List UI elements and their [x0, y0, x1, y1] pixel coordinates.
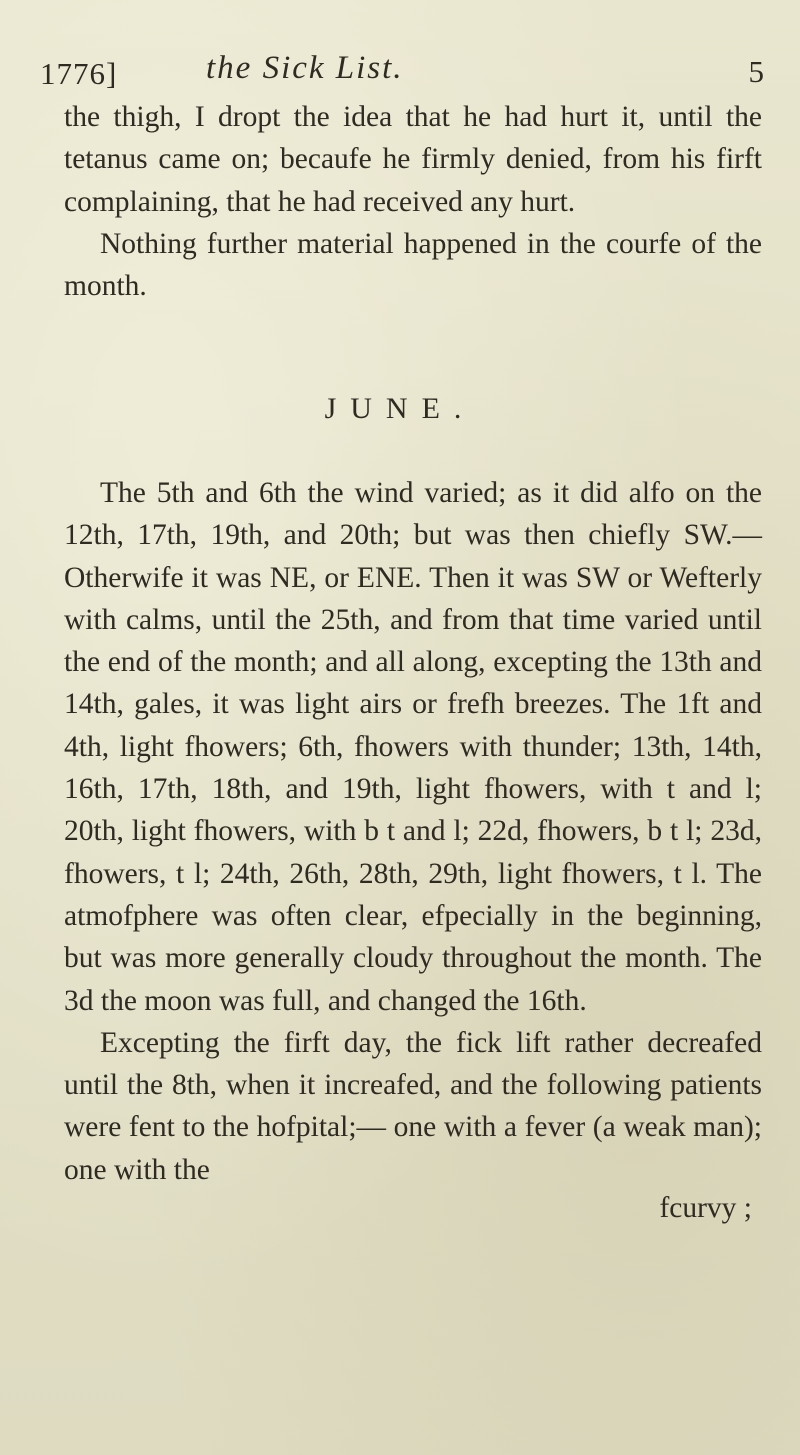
running-head	[40, 50, 770, 96]
text-block-top	[64, 96, 762, 307]
paragraph: Excepting the firft day, the fick lift rather decreafed until the 8th, when it increafed, and the following patients were fent to the hofpital;— one with a fever (a weak man); one with the	[64, 1026, 762, 1186]
paragraph: The 5th and 6th the wind varied; as it did alfo on the 12th, 17th, 19th, and 20th; but was then chiefly SW.—Otherwife it was NE, or ENE. Then it was SW or Wefterly with calms, until the 25th, and from that time varied until the end of the month; and all along, excepting the 13th and 14th, gales, it was light airs or frefh breezes. The 1ft and 4th, light fhowers; 6th, fhowers with thunder; 13th, 14th, 16th, 17th, 18th, and 19th, light fhowers, with t and l; 20th, light fhowers, with b t and l; 22d, fhowers, b t l; 23d, fhowers, t l; 24th, 26th, 28th, 29th, light fhowers, t l. The atmofphere was often clear, efpecially in the beginning, but was more generally cloudy throughout the month. The 3d the moon was full, and changed the 16th.	[64, 477, 762, 1017]
text-block-main	[64, 472, 762, 1191]
section-heading: JUNE.	[324, 392, 476, 425]
page-number: 5	[748, 54, 764, 89]
paragraph-continuation: the thigh, I dropt the idea that he had hurt it, until the tetanus came on; becaufe he firmly denied, from his firft complaining, that he had received any hurt.	[64, 101, 762, 218]
paragraph: Nothing further material happened in the courfe of the month.	[64, 227, 762, 303]
running-head-title: the Sick List.	[206, 50, 404, 86]
catchword: fcurvy ;	[659, 1192, 752, 1224]
running-head-year: 1776]	[40, 56, 118, 91]
